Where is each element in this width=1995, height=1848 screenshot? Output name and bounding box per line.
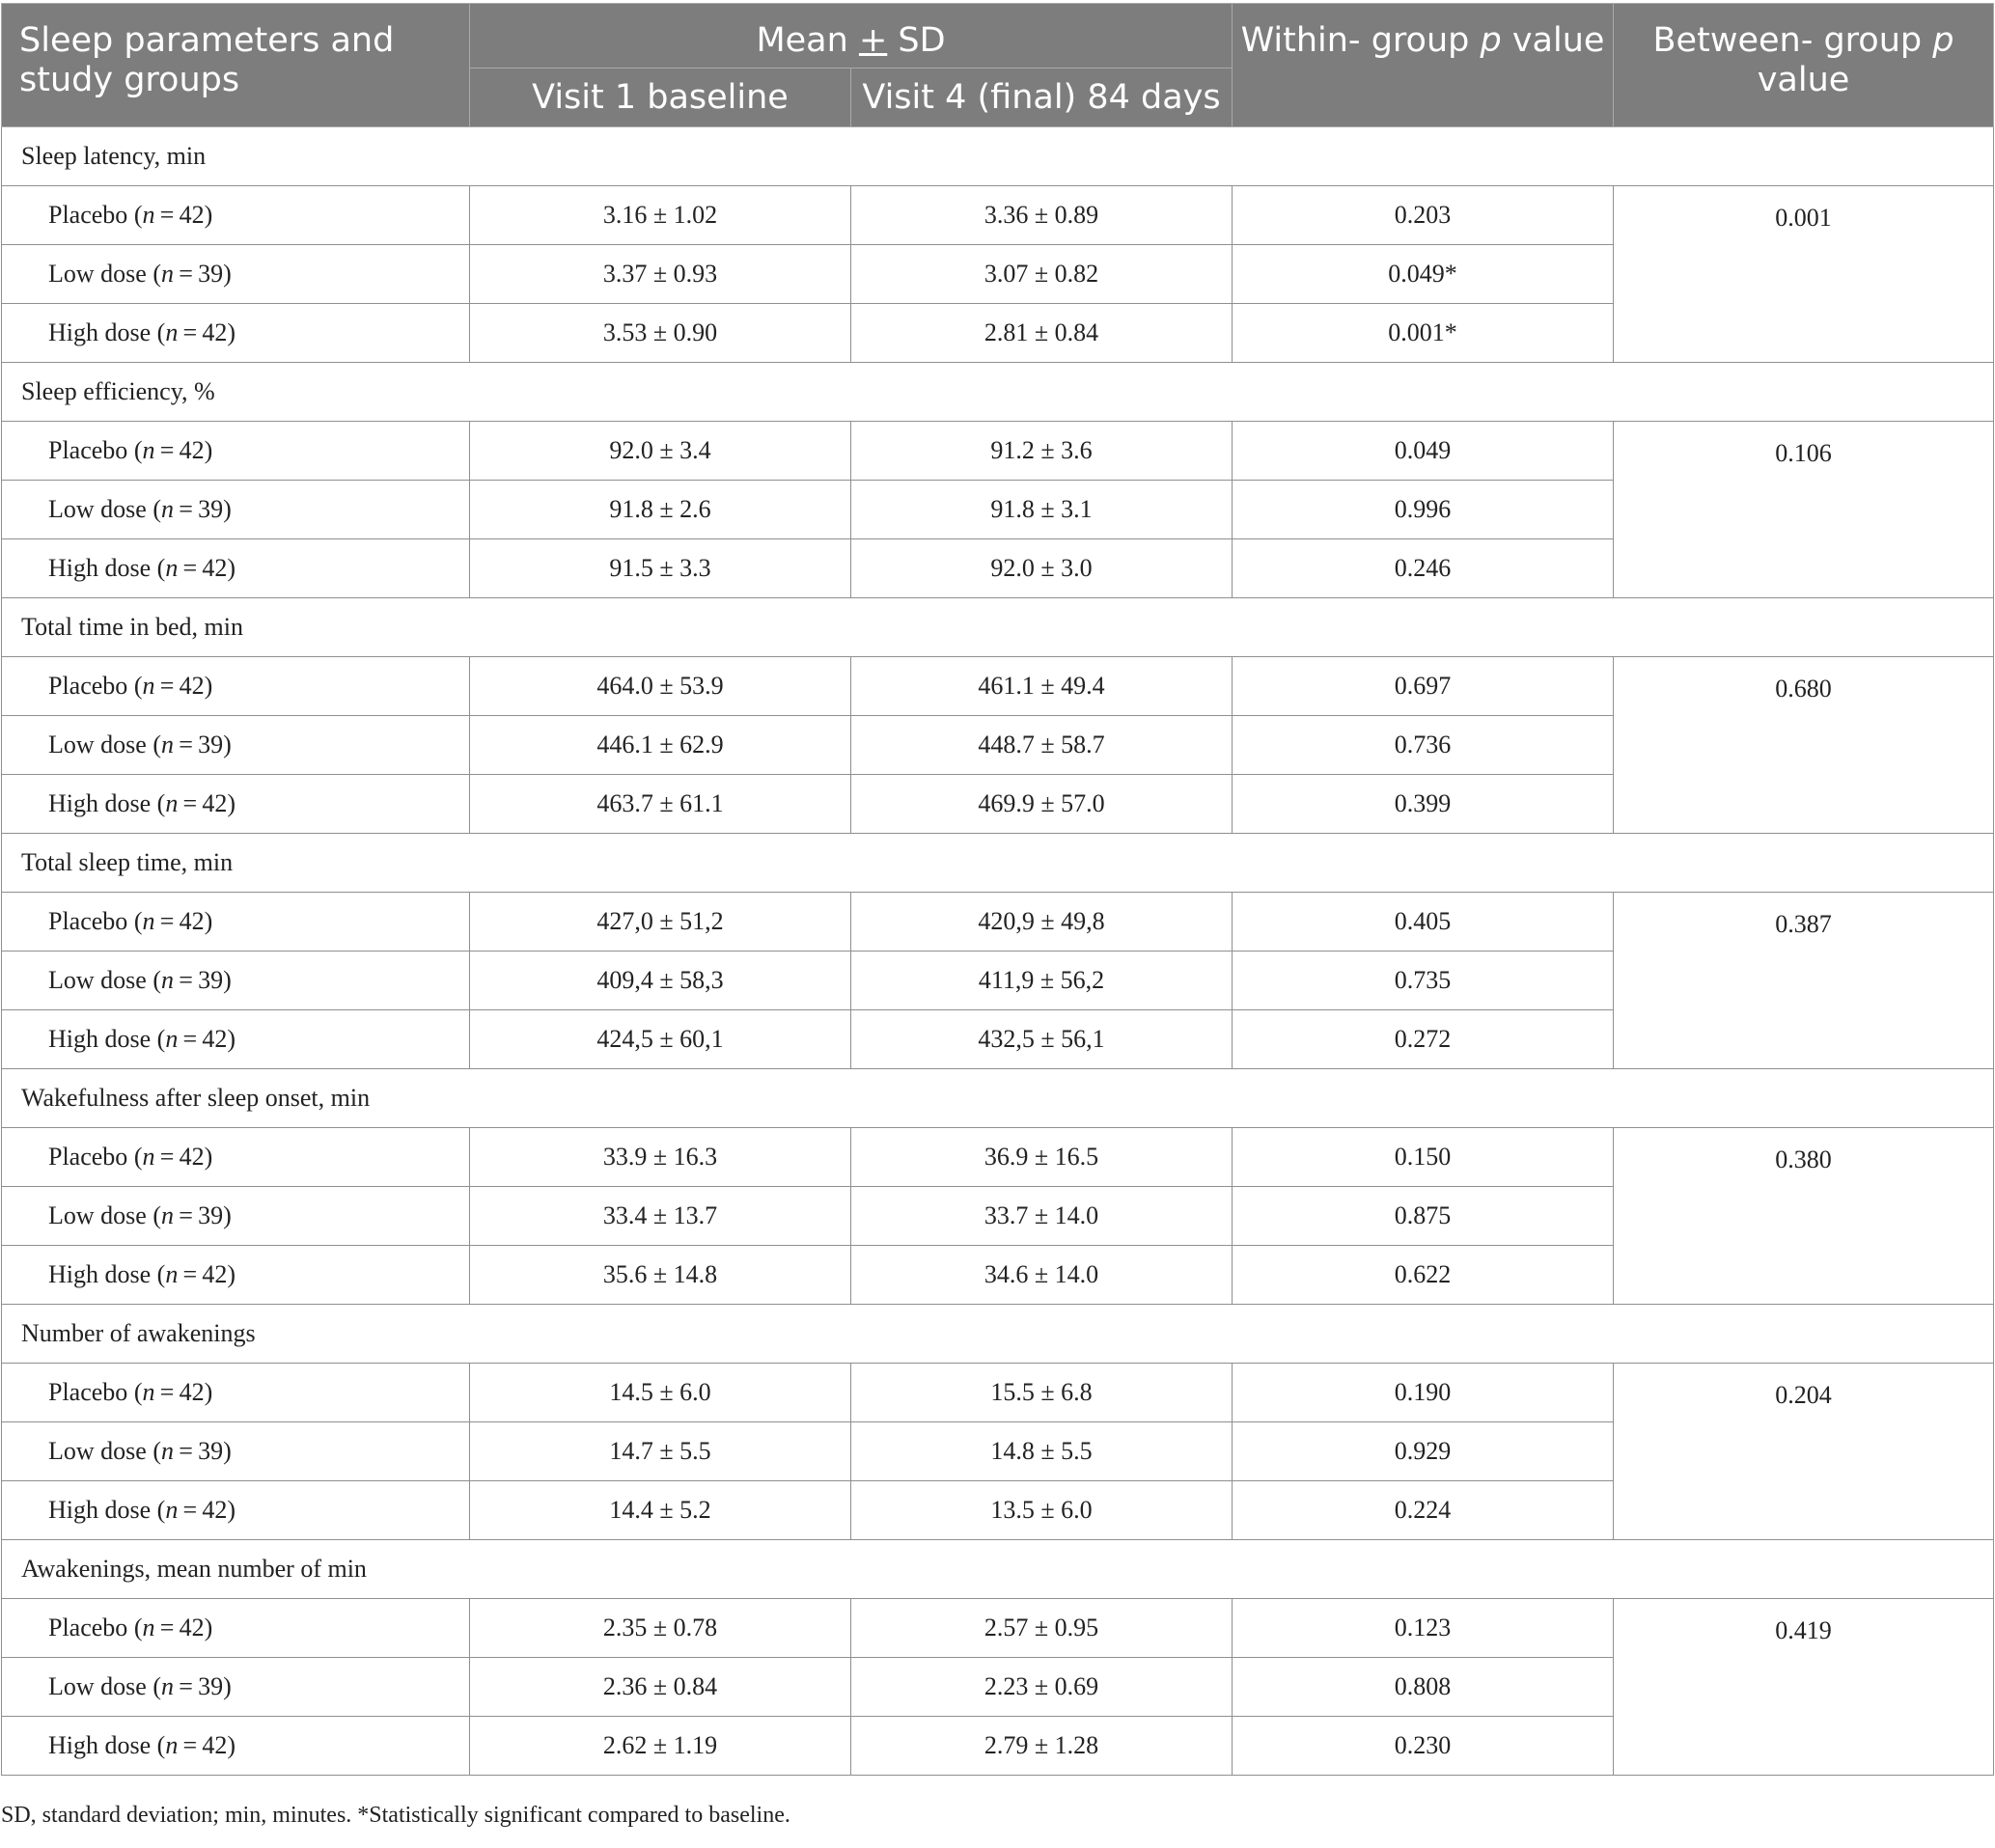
within-p-value: 0.735 [1233, 952, 1614, 1010]
group-n: 39 [198, 731, 224, 759]
section-row [2, 1069, 1994, 1128]
group-cell: Low dose (n = 39) [2, 1658, 470, 1717]
visit1-value: 33.4 ± 13.7 [470, 1187, 851, 1246]
table-row [2, 1364, 1994, 1422]
group-name: Low dose [48, 495, 147, 523]
group-n: 42 [202, 1731, 228, 1759]
within-p-value: 0.875 [1233, 1187, 1614, 1246]
group-cell: High dose (n = 42) [2, 1717, 470, 1776]
group-name: Placebo [48, 1378, 128, 1406]
visit4-value: 2.79 ± 1.28 [851, 1717, 1233, 1776]
group-cell: High dose (n = 42) [2, 1010, 470, 1069]
header-visit1: Visit 1 baseline [470, 69, 851, 127]
group-name: High dose [48, 1260, 152, 1288]
group-cell: High dose (n = 42) [2, 539, 470, 598]
group-n: 42 [179, 201, 205, 229]
visit1-value: 3.37 ± 0.93 [470, 245, 851, 304]
visit4-value: 33.7 ± 14.0 [851, 1187, 1233, 1246]
visit1-value: 2.62 ± 1.19 [470, 1717, 851, 1776]
within-p-value: 0.996 [1233, 481, 1614, 539]
group-n: 42 [202, 789, 228, 817]
visit4-value: 2.57 ± 0.95 [851, 1599, 1233, 1658]
within-p-value: 0.246 [1233, 539, 1614, 598]
group-n: 42 [202, 318, 228, 346]
parameter-label: Number of awakenings [2, 1305, 1994, 1364]
group-cell: Placebo (n = 42) [2, 422, 470, 481]
table-footnote: SD, standard deviation; min, minutes. *Statistically significant compared to baseline. [1, 1803, 790, 1828]
group-name: High dose [48, 1025, 152, 1053]
sleep-parameters-table [1, 3, 1994, 1776]
group-n: 42 [179, 907, 205, 935]
parameter-label: Wakefulness after sleep onset, min [2, 1069, 1994, 1128]
group-cell: Placebo (n = 42) [2, 1128, 470, 1187]
visit1-value: 427,0 ± 51,2 [470, 893, 851, 952]
visit4-value: 14.8 ± 5.5 [851, 1422, 1233, 1481]
table-header [2, 4, 1994, 127]
group-n: 42 [179, 1614, 205, 1641]
between-p-value: 0.680 [1614, 657, 1994, 834]
table-row [2, 186, 1994, 245]
visit1-value: 14.4 ± 5.2 [470, 1481, 851, 1540]
within-p-value: 0.622 [1233, 1246, 1614, 1305]
visit1-value: 14.5 ± 6.0 [470, 1364, 851, 1422]
parameter-label: Total time in bed, min [2, 598, 1994, 657]
within-p-value: 0.405 [1233, 893, 1614, 952]
section-row [2, 834, 1994, 893]
group-n: 39 [198, 495, 224, 523]
group-n: 42 [179, 1143, 205, 1171]
group-cell: High dose (n = 42) [2, 1246, 470, 1305]
group-name: Low dose [48, 260, 147, 288]
group-cell: High dose (n = 42) [2, 304, 470, 363]
header-sleep-parameters: Sleep parameters and study groups [2, 4, 470, 127]
group-n: 39 [198, 1672, 224, 1700]
visit4-value: 92.0 ± 3.0 [851, 539, 1233, 598]
section-row [2, 363, 1994, 422]
group-n: 42 [202, 1025, 228, 1053]
group-cell: Placebo (n = 42) [2, 1599, 470, 1658]
visit1-value: 464.0 ± 53.9 [470, 657, 851, 716]
group-n: 39 [198, 966, 224, 994]
visit4-value: 461.1 ± 49.4 [851, 657, 1233, 716]
between-p-value: 0.106 [1614, 422, 1994, 598]
visit4-value: 13.5 ± 6.0 [851, 1481, 1233, 1540]
visit1-value: 2.35 ± 0.78 [470, 1599, 851, 1658]
within-p-value: 0.049 [1233, 422, 1614, 481]
visit1-value: 33.9 ± 16.3 [470, 1128, 851, 1187]
within-p-value: 0.230 [1233, 1717, 1614, 1776]
table-row [2, 657, 1994, 716]
visit1-value: 424,5 ± 60,1 [470, 1010, 851, 1069]
group-n: 42 [202, 554, 228, 582]
between-p-value: 0.419 [1614, 1599, 1994, 1776]
table-body [2, 127, 1994, 1776]
group-n: 39 [198, 260, 224, 288]
visit4-value: 411,9 ± 56,2 [851, 952, 1233, 1010]
within-p-value: 0.808 [1233, 1658, 1614, 1717]
between-p-value: 0.204 [1614, 1364, 1994, 1540]
group-n: 42 [202, 1496, 228, 1524]
within-p-value: 0.001* [1233, 304, 1614, 363]
visit4-value: 448.7 ± 58.7 [851, 716, 1233, 775]
header-visit4: Visit 4 (final) 84 days [851, 69, 1233, 127]
table-row [2, 1128, 1994, 1187]
header-mean-sd: Mean + SD [470, 4, 1233, 69]
group-name: Placebo [48, 672, 128, 700]
parameter-label: Awakenings, mean number of min [2, 1540, 1994, 1599]
group-cell: Low dose (n = 39) [2, 716, 470, 775]
group-n: 42 [179, 672, 205, 700]
visit4-value: 432,5 ± 56,1 [851, 1010, 1233, 1069]
visit1-value: 91.5 ± 3.3 [470, 539, 851, 598]
section-row [2, 1540, 1994, 1599]
group-cell: Placebo (n = 42) [2, 186, 470, 245]
parameter-label: Total sleep time, min [2, 834, 1994, 893]
group-name: High dose [48, 789, 152, 817]
visit1-value: 91.8 ± 2.6 [470, 481, 851, 539]
visit1-value: 446.1 ± 62.9 [470, 716, 851, 775]
group-n: 39 [198, 1437, 224, 1465]
table-row [2, 1599, 1994, 1658]
within-p-value: 0.929 [1233, 1422, 1614, 1481]
group-cell: Low dose (n = 39) [2, 1187, 470, 1246]
group-cell: Placebo (n = 42) [2, 893, 470, 952]
parameter-label: Sleep efficiency, % [2, 363, 1994, 422]
visit4-value: 34.6 ± 14.0 [851, 1246, 1233, 1305]
between-p-value: 0.380 [1614, 1128, 1994, 1305]
group-name: Low dose [48, 1201, 147, 1229]
group-name: Low dose [48, 731, 147, 759]
group-name: Placebo [48, 201, 128, 229]
group-name: High dose [48, 1496, 152, 1524]
within-p-value: 0.736 [1233, 716, 1614, 775]
group-cell: Low dose (n = 39) [2, 1422, 470, 1481]
table-row [2, 893, 1994, 952]
group-name: High dose [48, 318, 152, 346]
section-row [2, 598, 1994, 657]
group-name: Low dose [48, 966, 147, 994]
within-p-value: 0.224 [1233, 1481, 1614, 1540]
visit1-value: 35.6 ± 14.8 [470, 1246, 851, 1305]
within-p-value: 0.049* [1233, 245, 1614, 304]
header-within-group-p: Within- group p value [1233, 4, 1614, 127]
within-p-value: 0.272 [1233, 1010, 1614, 1069]
header-between-group-p: Between- group p value [1614, 4, 1994, 127]
within-p-value: 0.697 [1233, 657, 1614, 716]
section-row [2, 127, 1994, 186]
visit4-value: 36.9 ± 16.5 [851, 1128, 1233, 1187]
visit1-value: 409,4 ± 58,3 [470, 952, 851, 1010]
group-cell: Low dose (n = 39) [2, 481, 470, 539]
group-cell: Low dose (n = 39) [2, 952, 470, 1010]
between-p-value: 0.387 [1614, 893, 1994, 1069]
visit4-value: 469.9 ± 57.0 [851, 775, 1233, 834]
group-cell: Placebo (n = 42) [2, 657, 470, 716]
group-name: Placebo [48, 907, 128, 935]
visit4-value: 3.07 ± 0.82 [851, 245, 1233, 304]
visit4-value: 420,9 ± 49,8 [851, 893, 1233, 952]
within-p-value: 0.123 [1233, 1599, 1614, 1658]
visit1-value: 2.36 ± 0.84 [470, 1658, 851, 1717]
group-name: Placebo [48, 1143, 128, 1171]
parameter-label: Sleep latency, min [2, 127, 1994, 186]
visit1-value: 463.7 ± 61.1 [470, 775, 851, 834]
group-cell: High dose (n = 42) [2, 1481, 470, 1540]
visit1-value: 14.7 ± 5.5 [470, 1422, 851, 1481]
table-row [2, 422, 1994, 481]
group-name: Placebo [48, 436, 128, 464]
between-p-value: 0.001 [1614, 186, 1994, 363]
group-name: High dose [48, 1731, 152, 1759]
within-p-value: 0.203 [1233, 186, 1614, 245]
within-p-value: 0.399 [1233, 775, 1614, 834]
group-n: 42 [179, 436, 205, 464]
visit4-value: 91.2 ± 3.6 [851, 422, 1233, 481]
group-name: Low dose [48, 1437, 147, 1465]
group-n: 39 [198, 1201, 224, 1229]
visit1-value: 92.0 ± 3.4 [470, 422, 851, 481]
group-cell: High dose (n = 42) [2, 775, 470, 834]
within-p-value: 0.190 [1233, 1364, 1614, 1422]
visit4-value: 15.5 ± 6.8 [851, 1364, 1233, 1422]
visit1-value: 3.16 ± 1.02 [470, 186, 851, 245]
visit4-value: 2.81 ± 0.84 [851, 304, 1233, 363]
visit1-value: 3.53 ± 0.90 [470, 304, 851, 363]
group-n: 42 [179, 1378, 205, 1406]
group-n: 42 [202, 1260, 228, 1288]
section-row [2, 1305, 1994, 1364]
group-name: Placebo [48, 1614, 128, 1641]
group-cell: Placebo (n = 42) [2, 1364, 470, 1422]
within-p-value: 0.150 [1233, 1128, 1614, 1187]
group-name: High dose [48, 554, 152, 582]
group-name: Low dose [48, 1672, 147, 1700]
visit4-value: 91.8 ± 3.1 [851, 481, 1233, 539]
group-cell: Low dose (n = 39) [2, 245, 470, 304]
visit4-value: 3.36 ± 0.89 [851, 186, 1233, 245]
visit4-value: 2.23 ± 0.69 [851, 1658, 1233, 1717]
